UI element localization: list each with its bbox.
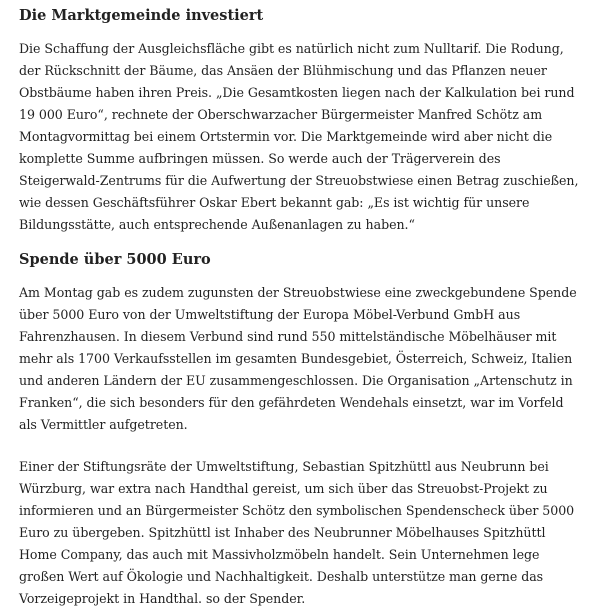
article-body — [19, 6, 585, 610]
section-heading-donation: Spende über 5000 Euro — [19, 251, 211, 268]
section-heading-investment: Die Marktgemeinde investiert — [19, 7, 264, 24]
paragraph-donation: Am Montag gab es zudem zugunsten der Streuobstwiese eine zweckgebundene Spende über 5000 Euro von der Umweltstiftung der Europa Möbel-Verbund GmbH aus Fahrenzhausen. In diesem Verbund sind rund 550 mittelständische Möbelhäuser mit mehr als 1700 Verkaufsstellen im gesamten Bundesgebiet, Österreich, Schweiz, Italien und anderen Ländern der EU zusammengeschlossen. Die Organisation „Artenschutz in Franken“, die sich besonders für den gefährdeten Wendehals einsetzt, war im Vorfeld als Vermittler aufgetreten. — [19, 285, 577, 432]
paragraph-foundation: Einer der Stiftungsräte der Umweltstiftung, Sebastian Spitzhüttl aus Neubrunn bei Würzburg, war extra nach Handthal gereist, um sich über das Streuobst-Projekt zu informieren und an Bürgermeister Schötz den symbolischen Spendenscheck über 5000 Euro zu übergeben. Spitzhüttl ist Inhaber des Neubrunner Möbelhauses Spitzhüttl Home Company, das auch mit Massivholzmöbeln handelt. Sein Unternehmen lege großen Wert auf Ökologie und Nachhaltigkeit. Deshalb unterstütze man gerne das Vorzeigeprojekt in Handthal. so der Spender. — [19, 459, 575, 606]
paragraph-investment: Die Schaffung der Ausgleichsfläche gibt es natürlich nicht zum Nulltarif. Die Rodung, der Rückschnitt der Bäume, das Ansäen der Blühmischung und das Pflanzen neuer Obstbäume haben ihren Preis. „Die Gesamtkosten liegen nach der Kalkulation bei rund 19 000 Euro“, rechnete der Oberschwarzacher Bürgermeister Manfred Schötz am Montagvormittag bei einem Ortstermin vor. Die Marktgemeinde wird aber nicht die komplette Summe aufbringen müssen. So werde auch der Trägerverein des Steigerwald-Zentrums für die Aufwertung der Streuobstwiese einen Betrag zuschießen, wie dessen Geschäftsführer Oskar Ebert bekannt gab: „Es ist wichtig für unsere Bildungsstätte, auch entsprechende Außenanlagen zu haben.“ — [19, 41, 579, 232]
